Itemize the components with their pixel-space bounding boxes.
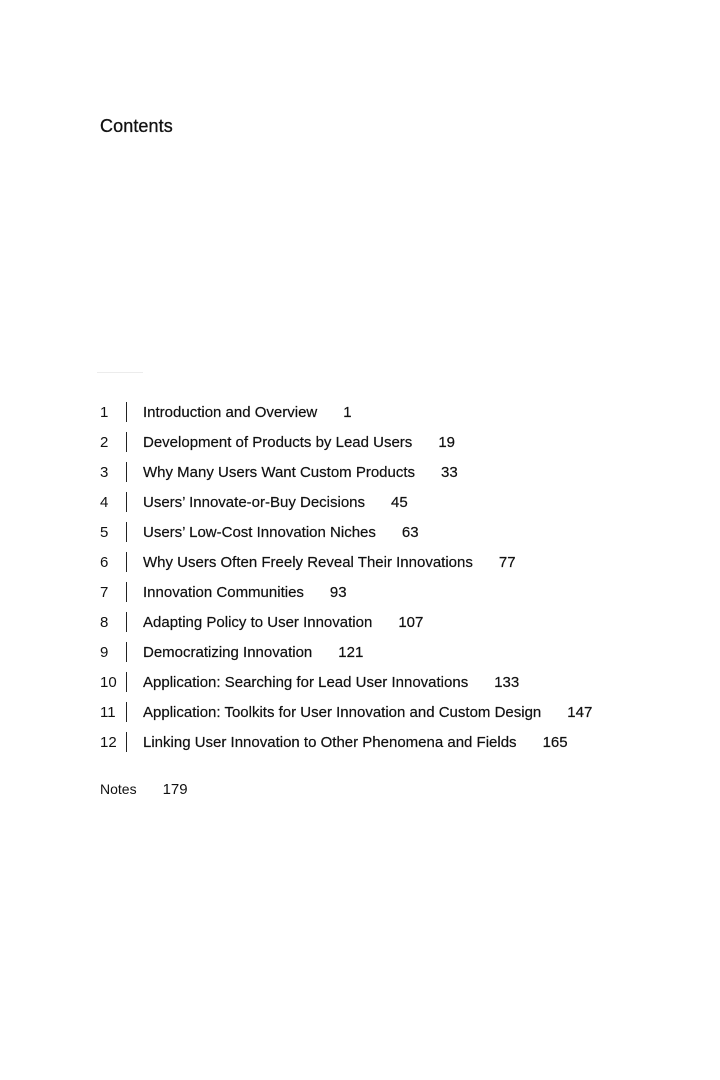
chapter-page-number: 63 [401,523,419,541]
toc-entry[interactable] [100,727,700,757]
chapter-page-number: 77 [498,553,516,571]
chapter-title: Users’ Low-Cost Innovation Niches [143,523,376,541]
chapter-title: Linking User Innovation to Other Phenomena and Fields [143,733,517,751]
chapter-title: Application: Toolkits for User Innovation and Custom Design [143,703,542,721]
chapter-divider-bar [126,702,127,722]
chapter-title: Why Users Often Freely Reveal Their Innovations [143,553,473,571]
toc-entry[interactable] [100,517,700,547]
chapter-number: 4 [100,493,109,511]
toc-entry[interactable] [100,487,700,517]
divider [97,372,143,373]
chapter-number: 10 [100,673,117,691]
chapter-divider-bar [126,642,127,662]
chapter-number: 6 [100,553,109,571]
chapter-page-number: 45 [391,493,408,511]
chapter-divider-bar [126,402,127,422]
chapter-number: 7 [100,583,109,601]
chapter-title: Adapting Policy to User Innovation [143,613,373,631]
notes-page-number: 179 [162,780,188,798]
toc-entry[interactable] [100,697,700,727]
chapter-number: 11 [100,703,116,721]
chapter-divider-bar [126,492,127,512]
chapter-number: 2 [100,433,109,451]
chapter-divider-bar [126,432,127,452]
notes-entry[interactable] [100,778,188,800]
chapter-number: 3 [100,463,109,481]
toc-entry[interactable] [100,577,700,607]
toc-entry[interactable] [100,457,700,487]
page-title: Contents [100,116,173,136]
chapter-number: 9 [100,643,109,661]
chapter-divider-bar [126,462,127,482]
chapter-number: 1 [100,403,109,421]
toc-entry[interactable] [100,397,700,427]
chapter-number: 8 [100,613,109,631]
chapter-title: Democratizing Innovation [143,643,313,661]
chapter-page-number: 133 [494,673,520,691]
chapter-title: Development of Products by Lead Users [143,433,413,451]
chapter-page-number: 147 [567,703,593,721]
chapter-title: Why Many Users Want Custom Products [143,463,416,481]
chapter-page-number: 121 [338,643,364,661]
chapter-title: Users’ Innovate-or-Buy Decisions [143,493,366,511]
chapter-page-number: 165 [542,733,568,751]
chapter-divider-bar [126,522,127,542]
toc-entry[interactable] [100,547,700,577]
chapter-page-number: 19 [438,433,455,451]
toc-entry[interactable] [100,427,700,457]
chapter-number: 5 [100,523,109,541]
chapter-page-number: 93 [329,583,347,601]
chapter-divider-bar [126,582,127,602]
chapter-title: Innovation Communities [143,583,304,601]
chapter-divider-bar [126,732,127,752]
chapter-title: Application: Searching for Lead User Innovations [143,673,469,691]
chapter-page-number: 107 [398,613,424,631]
chapter-divider-bar [126,612,127,632]
toc-entry[interactable] [100,637,700,667]
toc-entry[interactable] [100,607,700,637]
chapter-page-number: 33 [441,463,458,481]
toc-entry[interactable] [100,667,700,697]
notes-label: Notes [100,781,137,797]
chapter-divider-bar [126,672,127,692]
chapter-number: 12 [100,733,117,751]
table-of-contents [100,397,700,757]
chapter-title: Introduction and Overview [143,403,318,421]
chapter-divider-bar [126,552,127,572]
chapter-page-number: 1 [343,403,352,421]
